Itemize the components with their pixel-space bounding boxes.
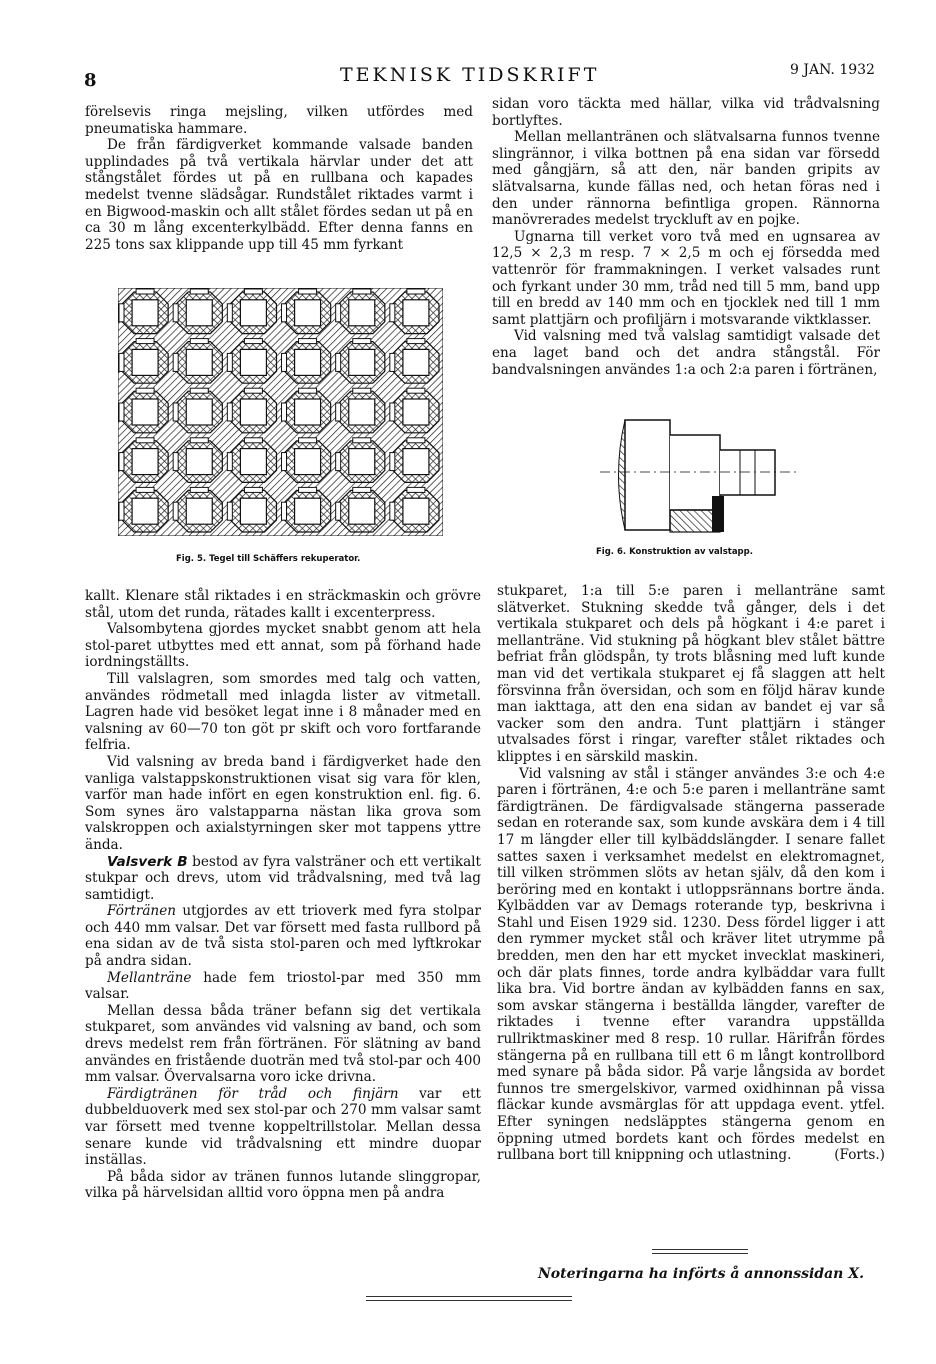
brick-slot [173, 453, 178, 471]
brick-slot [282, 304, 287, 322]
brick-opening [186, 349, 212, 375]
brick-slot [353, 339, 371, 344]
brick-slot [244, 388, 262, 393]
paragraph: Vid valsning av breda band i färdigverket hade den vanliga valstappskonstruktionen visat sig vara för klen, varför man hade infört en egen konstruktion enl. fig. 6. Som synes äro valstapparna nästan lika grova som valskroppen och axialstyrningen sker mot tappens yttre ända. [85, 753, 481, 853]
brick-opening [403, 449, 429, 475]
brick-opening [349, 498, 375, 524]
brick-slot [390, 453, 395, 471]
brick-slot [336, 502, 341, 520]
recuperator-brick-figure [118, 288, 443, 536]
brick-opening [349, 300, 375, 326]
right-column-top [492, 96, 880, 378]
continued-marker: (Forts.) [834, 1147, 885, 1164]
brick-opening [132, 300, 158, 326]
brick-opening [295, 498, 321, 524]
paragraph: kallt. Klenare stål riktades i en sträckmaskin och grövre stål, utom det runda, rätades kallt i excenterpress. [85, 588, 481, 621]
divider [366, 1300, 572, 1301]
brick-slot [407, 289, 425, 294]
section-lead: Mellanträne [107, 969, 192, 986]
paragraph: Ugnarna till verket voro två med en ugnsarea av 12,5 × 2,3 m resp. 7 × 2,5 m och ej försedda med vattenrör för frammakningen. I verket valsades runt och fyrkant under 30 mm, tråd ned till 5 mm, band upp till en bredd av 140 mm och en tjocklek ned till 1 mm samt plattjärn och profiljärn i motsvarande viktklasser. [492, 228, 880, 328]
brick-opening [240, 349, 266, 375]
brick-slot [407, 388, 425, 393]
brick-opening [240, 449, 266, 475]
paragraph: Valsombytena gjordes mycket snabbt genom att hela stol-paret utbyttes med ett annat, som på förhand hade iordningställts. [85, 621, 481, 671]
brick-slot [353, 438, 371, 443]
divider [652, 1249, 748, 1250]
brick-slot [390, 353, 395, 371]
brick-slot [190, 339, 208, 344]
brick-slot [227, 502, 232, 520]
brick-slot [119, 353, 124, 371]
brick-slot [227, 453, 232, 471]
brick-opening [403, 498, 429, 524]
brick-slot [336, 304, 341, 322]
brick-slot [353, 289, 371, 294]
brick-slot [282, 353, 287, 371]
brick-slot [282, 403, 287, 421]
paragraph: Valsverk B bestod av fyra valsträner och ett vertikalt stukpar och drevs, utom vid trådvalsning, med två lag samtidigt. [85, 853, 481, 903]
brick-opening [240, 300, 266, 326]
brick-slot [119, 304, 124, 322]
paragraph: På båda sidor av tränen funnos lutande slinggropar, vilka på härvelsidan alltid voro öppna men på andra [85, 1168, 481, 1202]
brick-slot [353, 388, 371, 393]
brick-opening [186, 498, 212, 524]
brick-slot [119, 403, 124, 421]
brick-slot [244, 289, 262, 294]
brick-slot [407, 487, 425, 492]
page-number: 8 [84, 70, 97, 91]
brick-opening [186, 399, 212, 425]
journal-title: TEKNISK TIDSKRIFT [340, 64, 600, 86]
paragraph: Förtränen utgjordes av ett trioverk med fyra stolpar och 440 mm valsar. Det var försett med fasta rullbord på ena sidan av de två sista stol-paren och med lyftkrokar på andra sidan. [85, 903, 481, 970]
brick-opening [349, 349, 375, 375]
brick-opening [295, 349, 321, 375]
brick-slot [390, 502, 395, 520]
brick-slot [173, 353, 178, 371]
left-column-bottom [85, 588, 481, 1202]
brick-opening [295, 300, 321, 326]
brick-slot [190, 487, 208, 492]
brick-opening [403, 349, 429, 375]
paragraph: Mellanträne hade fem triostol-par med 350 mm valsar. [85, 969, 481, 1003]
divider [652, 1253, 748, 1254]
brick-opening [240, 399, 266, 425]
brick-slot [136, 438, 154, 443]
price-notice: Noteringarna ha införts å annonssidan X. [538, 1266, 864, 1282]
brick-opening [295, 449, 321, 475]
brick-slot [190, 438, 208, 443]
brick-slot [390, 403, 395, 421]
brick-slot [190, 388, 208, 393]
issue-date: 9 JAN. 1932 [790, 62, 875, 78]
section-lead: Valsverk B [107, 853, 188, 870]
brick-slot [299, 487, 317, 492]
brick-slot [173, 304, 178, 322]
brick-slot [136, 487, 154, 492]
brick-slot [336, 453, 341, 471]
brick-opening [186, 449, 212, 475]
brick-opening [295, 399, 321, 425]
brick-opening [132, 449, 158, 475]
brick-slot [282, 453, 287, 471]
brick-opening [403, 399, 429, 425]
paragraph: sidan voro täckta med hällar, vilka vid trådvalsning bortlyftes. [492, 96, 880, 129]
brick-slot [119, 453, 124, 471]
paragraph: Vid valsning med två valslag samtidigt valsade det ena laget band och det andra stångstål. För bandvalsningen användes 1:a och 2:a paren i förtränen, [492, 328, 880, 378]
brick-slot [299, 339, 317, 344]
brick-opening [132, 498, 158, 524]
brick-slot [244, 339, 262, 344]
figure-6-caption: Fig. 6. Konstruktion av valstapp. [596, 547, 753, 557]
paragraph: stukparet, 1:a till 5:e paren i mellanträne samt slätverket. Stukning skedde två gånger, dels i det vertikala stukparet och dels på högkant i 4:e paret i mellanträne. Vid stukning på högkant blev stålet bättre befriat från glödspån, ty trots blåsning med luft kunde man vid det vertikala stukparet ej få slaggen att helt försvinna från översidan, och som en följd härav kunde man iakttaga, att den ena sidan av bandet ej var så vacker som den andra. Tunt plattjärn i stänger utvalsades först i ringar, varefter stålet riktades och klipptes i en särskild maskin. [497, 583, 885, 765]
paragraph: förelsevis ringa mejsling, vilken utfördes med pneumatiska hammare. [85, 104, 473, 137]
brick-opening [349, 449, 375, 475]
paragraph: Färdigtränen för tråd och finjärn var ett dubbelduoverk med sex stol-par och 270 mm valsar samt var försett med tvenne koppeltrillstolar. Mellan dessa senare kunde vid trådvalsning ett mindre duopar inställas. [85, 1085, 481, 1169]
brick-slot [390, 304, 395, 322]
brick-slot [407, 339, 425, 344]
brick-slot [190, 289, 208, 294]
brick-slot [173, 502, 178, 520]
brick-opening [403, 300, 429, 326]
brick-opening [186, 300, 212, 326]
roll-neck-figure [600, 410, 800, 540]
brick-opening [132, 349, 158, 375]
paragraph: Mellan mellantränen och slätvalsarna funnos tvenne slingrännor, i vilka bottnen på ena sidan var försedd med gångjärn, så att den, när banden gripits av slätvalsarna, kunde fällas ned, och hetan föras ned i den under rännorna befintliga gropen. Rännorna manövrerades medelst tryckluft av en pojke. [492, 129, 880, 229]
brick-slot [227, 403, 232, 421]
brick-slot [336, 403, 341, 421]
brick-slot [336, 353, 341, 371]
brick-opening [349, 399, 375, 425]
brick-slot [136, 339, 154, 344]
brick-slot [136, 289, 154, 294]
brick-slot [299, 289, 317, 294]
brick-slot [282, 502, 287, 520]
section-lead: Färdigtränen för tråd och finjärn [107, 1085, 399, 1102]
brick-slot [353, 487, 371, 492]
section-lead: Förtränen [107, 903, 176, 920]
brick-opening [240, 498, 266, 524]
brick-slot [227, 353, 232, 371]
brick-slot [299, 438, 317, 443]
brick-slot [244, 438, 262, 443]
paragraph: Till valslagren, som smordes med talg och vatten, användes rödmetall med inlagda lister av vitmetall. Lagren hade vid besöket legat inne i 8 månader med en valsning av 60—70 ton göt pr skift och voro fortfarande felfria. [85, 670, 481, 754]
figure-5-caption: Fig. 5. Tegel till Schäffers rekuperator. [176, 554, 361, 564]
paragraph: Vid valsning av stål i stänger användes 3:e och 4:e paren i förtränen, 4:e och 5:e paren i mellanträne samt färdigtränen. De färdigvalsade stängerna passerade sedan en roterande sax, som kunde avskära dem i 4 till 17 m längder eller till kylbäddslängder. I senare fallet sattes saxen i verksamhet medelst en elektromagnet, till vilken strömmen slöts av hetan själv, då den kom i beröring med en kontakt i utloppsrännans bortre ända. Kylbädden var av Demags roterande typ, beskrivna i Stahl und Eisen 1929 sid. 1230. Dess fördel ligger i att den rymmer mycket stål och kräver litet utrymme på bredden, men den har ett mycket invecklat maskineri, och där plats finnes, torde andra kylbäddar vara fullt lika bra. Vid bortre ändan av kylbädden fanns en sax, som avskar stängerna i beställda längder, varefter de riktades i tvenne efter varandra uppställda rullriktmaskiner med 8 resp. 10 rullar. Härifrån fördes stängerna på en rullbana till ett 6 m långt kontrollbord med synare på båda sidor. På varje långsida av bordet funnos tre smergelskivor, varmed oxidhinnan på vissa fläckar kunde avsmärglas för att uppdaga event. ytfel. Efter syningen nedsläpptes stängerna genom en öppning utmed bordets kant och fördes medelst en rullbana bort till knippning och utlastning. (Forts.) [497, 765, 885, 1164]
brick-slot [119, 502, 124, 520]
brick-slot [244, 487, 262, 492]
brick-opening [132, 399, 158, 425]
brick-slot [299, 388, 317, 393]
brick-slot [407, 438, 425, 443]
divider [366, 1296, 572, 1297]
right-column-bottom [497, 583, 885, 1164]
brick-slot [227, 304, 232, 322]
left-column-top [85, 104, 473, 253]
paragraph: Mellan dessa båda träner befann sig det vertikala stukparet, som användes vid valsning av band, och som drevs medelst rem från förtränen. För slätning av band användes en fristående duoträn med två stol-par och 400 mm valsar. Övervalsarna voro icke drivna. [85, 1002, 481, 1086]
brick-slot [173, 403, 178, 421]
brick-slot [136, 388, 154, 393]
paragraph: De från färdigverket kommande valsade banden upplindades på två vertikala härvlar under det att stångstålet fördes ut på en rullbana och kapades medelst tvenne slädsågar. Rundstålet riktades varmt i en Bigwood-maskin och allt stålet fördes sedan ut på en ca 30 m lång excenterkylbädd. Efter denna fanns en 225 tons sax klippande upp till 45 mm fyrkant [85, 137, 473, 253]
